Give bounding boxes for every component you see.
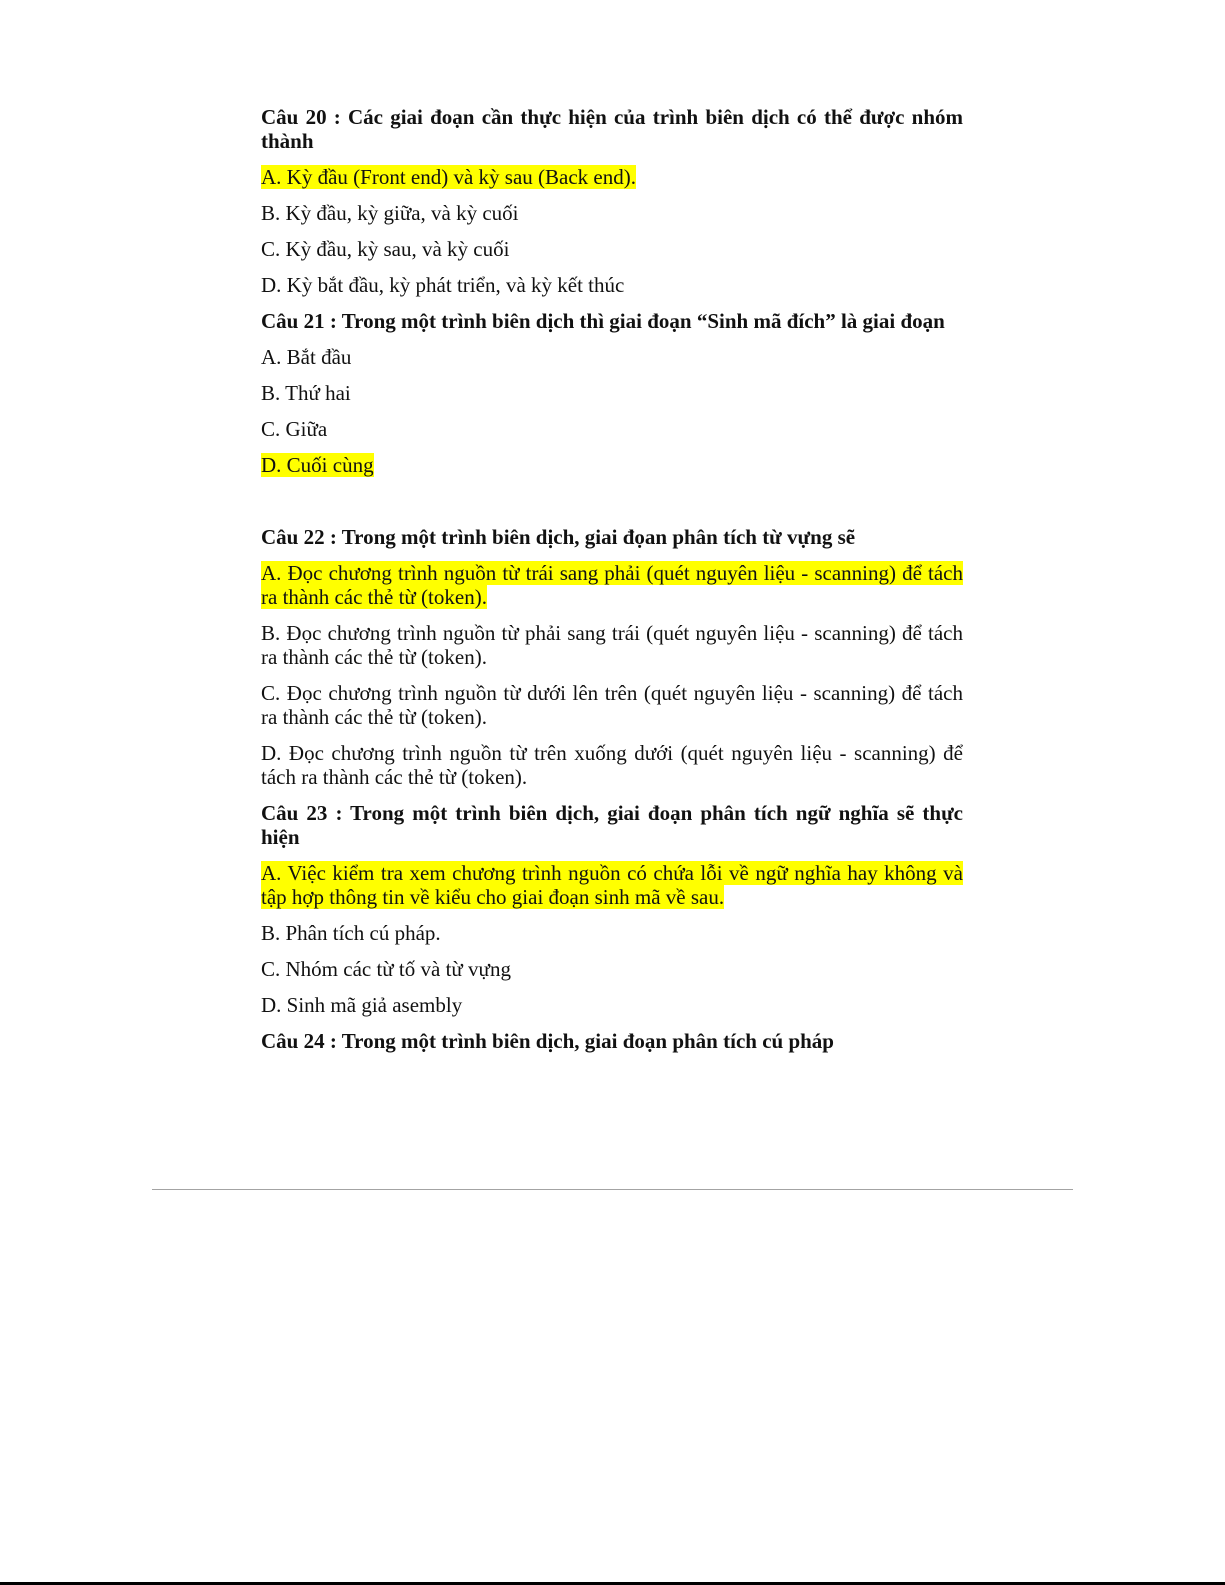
question-24-title: Câu 24 : Trong một trình biên dịch, giai đoạn phân tích cú pháp: [261, 1029, 834, 1053]
highlighted-answer: A. Đọc chương trình nguồn từ trái sang phải (quét nguyên liệu - scanning) để tách ra thành các thẻ từ (token).: [261, 561, 963, 609]
question-22-title: Câu 22 : Trong một trình biên dịch, giai đọan phân tích từ vựng sẽ: [261, 525, 856, 549]
question-23-option-d: D. Sinh mã giả asembly: [261, 993, 463, 1017]
highlighted-answer: D. Cuối cùng: [261, 453, 374, 477]
question-20-option-a: [261, 165, 963, 189]
blank-line: [261, 489, 963, 525]
question-22-option-d: D. Đọc chương trình nguồn từ trên xuống dưới (quét nguyên liệu - scanning) để tách ra thành các thẻ từ (token).: [261, 741, 963, 789]
question-20-option-b: B. Kỳ đầu, kỳ giữa, và kỳ cuối: [261, 201, 519, 225]
question-20-option-c: C. Kỳ đầu, kỳ sau, và kỳ cuối: [261, 237, 510, 261]
question-21-option-c: C. Giữa: [261, 417, 328, 441]
page-divider: [152, 1189, 1073, 1190]
question-23-option-b: B. Phân tích cú pháp.: [261, 921, 441, 945]
question-22-option-a: [261, 561, 963, 609]
question-21-title: Câu 21 : Trong một trình biên dịch thì giai đoạn “Sinh mã đích” là giai đoạn: [261, 309, 945, 333]
question-21-option-a: A. Bắt đầu: [261, 345, 352, 369]
question-20-option-d: D. Kỳ bắt đầu, kỳ phát triển, và kỳ kết thúc: [261, 273, 625, 297]
question-23-title: Câu 23 : Trong một trình biên dịch, giai đoạn phân tích ngữ nghĩa sẽ thực hiện: [261, 801, 963, 849]
page-content: [261, 105, 963, 1065]
question-21-option-b: B. Thứ hai: [261, 381, 351, 405]
question-22-option-c: C. Đọc chương trình nguồn từ dưới lên trên (quét nguyên liệu - scanning) để tách ra thành các thẻ từ (token).: [261, 681, 963, 729]
highlighted-answer: A. Việc kiểm tra xem chương trình nguồn có chứa lỗi về ngữ nghĩa hay không và tập hợp thông tin về kiểu cho giai đoạn sinh mã về sau.: [261, 861, 963, 909]
question-22-option-b: B. Đọc chương trình nguồn từ phải sang trái (quét nguyên liệu - scanning) để tách ra thành các thẻ từ (token).: [261, 621, 963, 669]
question-20-title: Câu 20 : Các giai đoạn cần thực hiện của trình biên dịch có thể được nhóm thành: [261, 105, 963, 153]
question-23-option-a: [261, 861, 963, 909]
question-21-option-d: [261, 453, 963, 477]
highlighted-answer: A. Kỳ đầu (Front end) và kỳ sau (Back end).: [261, 165, 636, 189]
question-23-option-c: C. Nhóm các từ tố và từ vựng: [261, 957, 511, 981]
